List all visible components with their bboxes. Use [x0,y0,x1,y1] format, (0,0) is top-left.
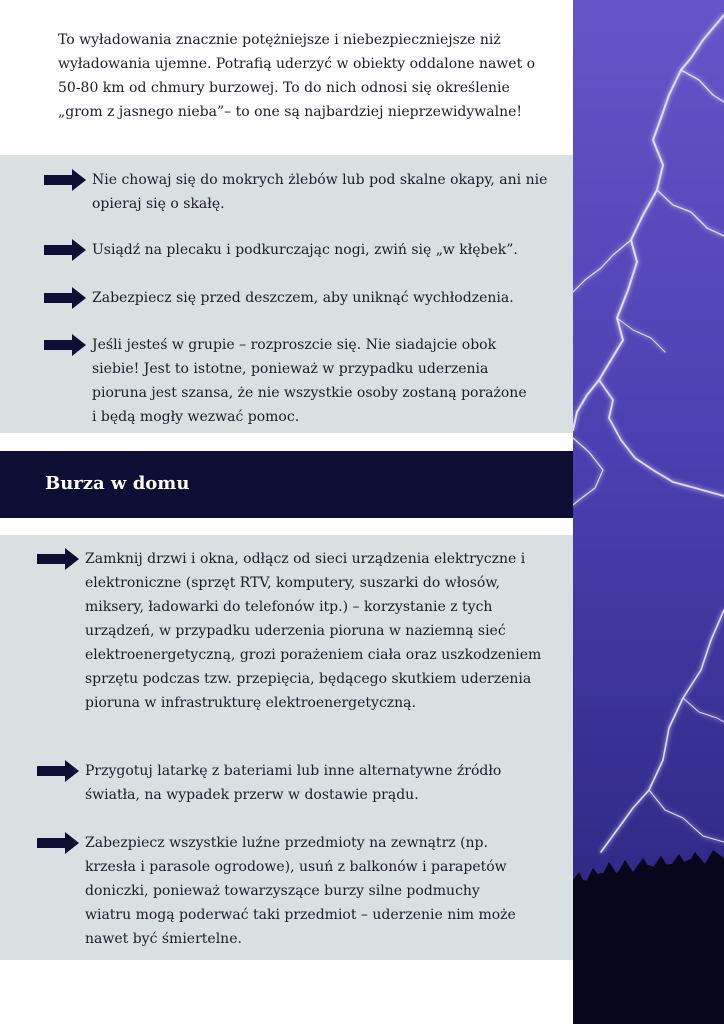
arrow-right-icon [37,832,79,854]
lightning-photo [573,0,724,1024]
arrow-right-icon [37,760,79,782]
list-item: Nie chowaj się do mokrych żlebów lub pod skalne okapy, ani nie opieraj się o skałę. [92,172,548,212]
list-item: Zabezpiecz wszystkie luźne przedmioty na zewnątrz (np. krzesła i parasole ogrodowe), usuń z balkonów i parapetów doniczki, ponieważ towarzyszące burzy silne podmuchy wiatru mogą poderwać taki przedmiot – uderzenie nim może nawet być śmiertelne. [85,835,516,947]
arrow-right-icon [37,548,79,570]
arrow-right-icon [44,287,86,309]
arrow-right-icon [44,169,86,191]
list-item: Przygotuj latarkę z bateriami lub inne alternatywne źródło światła, na wypadek przerw w dostawie prądu. [85,763,502,803]
section-title: Burza w domu [45,473,190,494]
list-item: Usiądź na plecaku i podkurczając nogi, zwiń się „w kłębek”. [92,242,518,258]
list-item: Zabezpiecz się przed deszczem, aby uniknąć wychłodzenia. [92,290,514,306]
arrow-right-icon [44,334,86,356]
list-item: Zamknij drzwi i okna, odłącz od sieci urządzenia elektryczne i elektroniczne (sprzęt RTV, komputery, suszarki do włosów, miksery, ładowarki do telefonów itp.) – korzystanie z tych urządzeń, w przypadku uderzenia pioruna w naziemną sieć elektroenergetyczną, grozi porażeniem ciała oraz uszkodzeniem sprzętu podczas tzw. przepięcia, będącego skutkiem uderzenia pioruna w infrastrukturę elektroenergetyczną. [85,551,542,711]
list-item: Jeśli jesteś w grupie – rozproszcie się. Nie siadajcie obok siebie! Jest to istotne, ponieważ w przypadku uderzenia pioruna jest szansa, że nie wszystkie osoby zostaną porażone i będą mogły wezwać pomoc. [92,337,527,425]
arrow-right-icon [44,239,86,261]
lightning-storm-image [573,0,724,1024]
intro-paragraph: To wyładowania znacznie potężniejsze i niebezpieczniejsze niż wyładowania ujemne. Potrafią uderzyć w obiekty oddalone nawet o 50-80 km od chmury burzowej. To do nich odnosi się określenie „grom z jasnego nieba”– to one są najbardziej nieprzewidywalne! [58,32,536,120]
section-banner [0,451,573,518]
